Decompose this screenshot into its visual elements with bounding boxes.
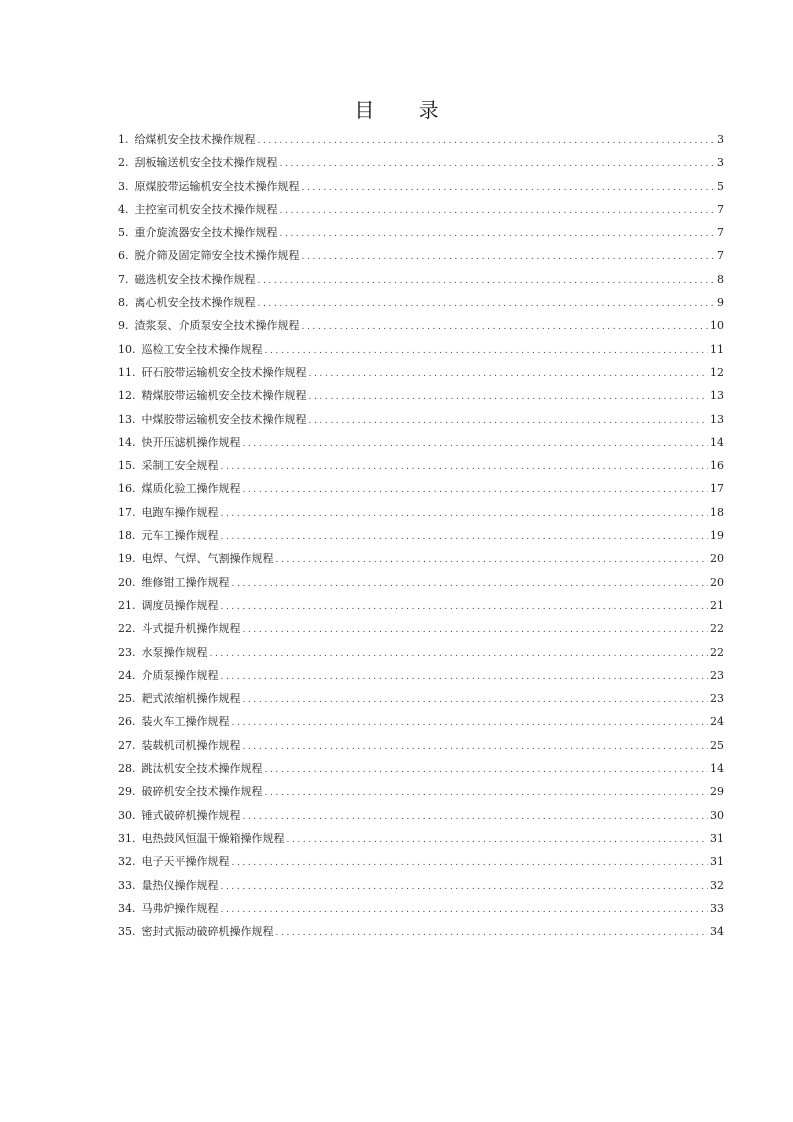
table-of-contents bbox=[118, 131, 724, 946]
toc-entry-page: 31 bbox=[710, 831, 724, 845]
toc-entry-number: 4. bbox=[118, 202, 129, 216]
toc-dot-leader bbox=[280, 202, 716, 220]
toc-dot-leader bbox=[302, 179, 716, 197]
toc-entry[interactable] bbox=[118, 224, 724, 247]
toc-dot-leader bbox=[309, 365, 709, 383]
toc-dot-leader bbox=[265, 761, 709, 779]
toc-entry-number: 9. bbox=[118, 319, 129, 333]
toc-dot-leader bbox=[258, 272, 716, 290]
toc-entry-number: 32. bbox=[118, 855, 136, 869]
toc-entry-number: 17. bbox=[118, 505, 136, 519]
toc-entry-title: 装火车工操作规程 bbox=[141, 715, 230, 729]
toc-entry[interactable] bbox=[118, 387, 724, 410]
toc-entry-number: 33. bbox=[118, 878, 136, 892]
toc-entry-title: 原煤胶带运输机安全技术操作规程 bbox=[134, 179, 300, 193]
toc-dot-leader bbox=[280, 155, 716, 173]
toc-dot-leader bbox=[265, 784, 709, 802]
toc-entry-title: 耙式浓缩机操作规程 bbox=[141, 692, 241, 706]
toc-entry-title: 维修钳工操作规程 bbox=[141, 575, 230, 589]
toc-entry-number: 2. bbox=[118, 156, 129, 170]
toc-dot-leader bbox=[258, 132, 716, 150]
toc-entry[interactable] bbox=[118, 364, 724, 387]
toc-entry-title: 破碎机安全技术操作规程 bbox=[141, 785, 263, 799]
toc-entry-page: 24 bbox=[710, 715, 724, 729]
toc-entry-page: 17 bbox=[710, 482, 724, 496]
toc-entry[interactable] bbox=[118, 760, 724, 783]
toc-entry-number: 34. bbox=[118, 901, 136, 915]
toc-entry-number: 35. bbox=[118, 925, 136, 939]
toc-entry-number: 1. bbox=[118, 133, 129, 146]
toc-dot-leader bbox=[258, 295, 716, 313]
toc-entry-number: 16. bbox=[118, 482, 136, 496]
toc-entry-title: 介质泵操作规程 bbox=[141, 668, 219, 682]
toc-entry-number: 5. bbox=[118, 226, 129, 240]
toc-dot-leader bbox=[232, 575, 709, 593]
toc-entry-number: 8. bbox=[118, 296, 129, 310]
toc-entry-title: 电跑车操作规程 bbox=[141, 505, 219, 519]
toc-entry-page: 22 bbox=[710, 622, 724, 636]
toc-entry[interactable] bbox=[118, 527, 724, 550]
toc-entry-number: 12. bbox=[118, 389, 136, 403]
toc-entry[interactable] bbox=[118, 713, 724, 736]
toc-entry-title: 巡检工安全技术操作规程 bbox=[141, 342, 263, 356]
toc-entry-number: 25. bbox=[118, 692, 136, 706]
toc-entry-title: 中煤胶带运输机安全技术操作规程 bbox=[141, 412, 307, 426]
toc-entry[interactable] bbox=[118, 271, 724, 294]
toc-entry-page: 19 bbox=[710, 529, 724, 543]
toc-entry-page: 11 bbox=[710, 342, 724, 356]
toc-entry-page: 20 bbox=[710, 552, 724, 566]
toc-entry-page: 25 bbox=[710, 738, 724, 752]
toc-entry-title: 锤式破碎机操作规程 bbox=[141, 808, 241, 822]
toc-entry-title: 煤质化验工操作规程 bbox=[141, 482, 241, 496]
toc-entry-title: 快开压滤机操作规程 bbox=[141, 435, 241, 449]
toc-entry[interactable] bbox=[118, 247, 724, 270]
toc-entry-page: 22 bbox=[710, 645, 724, 659]
toc-entry-page: 20 bbox=[710, 575, 724, 589]
toc-entry-number: 24. bbox=[118, 668, 136, 682]
page-title bbox=[0, 94, 793, 123]
toc-entry-page: 33 bbox=[710, 901, 724, 915]
toc-entry-title: 主控室司机安全技术操作规程 bbox=[134, 202, 278, 216]
toc-entry-page: 31 bbox=[710, 855, 724, 869]
toc-entry-page: 14 bbox=[710, 435, 724, 449]
toc-entry[interactable] bbox=[118, 783, 724, 806]
toc-entry-page: 3 bbox=[717, 156, 724, 170]
toc-dot-leader bbox=[210, 645, 709, 663]
toc-entry[interactable] bbox=[118, 178, 724, 201]
toc-entry-title: 电热鼓风恒温干燥箱操作规程 bbox=[141, 831, 285, 845]
toc-entry[interactable] bbox=[118, 504, 724, 527]
toc-entry-number: 6. bbox=[118, 249, 129, 263]
toc-entry-number: 22. bbox=[118, 622, 136, 636]
toc-entry[interactable] bbox=[118, 154, 724, 177]
toc-entry-title: 元车工操作规程 bbox=[141, 529, 219, 543]
toc-dot-leader bbox=[221, 598, 709, 616]
toc-entry-number: 27. bbox=[118, 738, 136, 752]
toc-entry-title: 离心机安全技术操作规程 bbox=[134, 296, 256, 310]
toc-entry-title: 装载机司机操作规程 bbox=[141, 738, 241, 752]
toc-entry-title: 量热仪操作规程 bbox=[141, 878, 219, 892]
toc-entry-title: 调度员操作规程 bbox=[141, 598, 219, 612]
toc-entry-number: 31. bbox=[118, 831, 136, 845]
toc-entry-page: 7 bbox=[717, 202, 724, 216]
toc-dot-leader bbox=[276, 924, 709, 942]
toc-entry[interactable] bbox=[118, 737, 724, 760]
toc-entry-number: 7. bbox=[118, 272, 129, 286]
toc-entry-title: 重介旋流器安全技术操作规程 bbox=[134, 226, 278, 240]
toc-entry-page: 10 bbox=[710, 319, 724, 333]
toc-dot-leader bbox=[243, 621, 709, 639]
toc-entry[interactable] bbox=[118, 690, 724, 713]
toc-entry[interactable] bbox=[118, 807, 724, 830]
toc-entry-page: 32 bbox=[710, 878, 724, 892]
toc-entry-title: 脱介筛及固定筛安全技术操作规程 bbox=[134, 249, 300, 263]
toc-entry[interactable] bbox=[118, 131, 724, 154]
toc-entry-title: 跳汰机安全技术操作规程 bbox=[141, 762, 263, 776]
toc-dot-leader bbox=[243, 808, 709, 826]
toc-entry-number: 30. bbox=[118, 808, 136, 822]
toc-entry[interactable] bbox=[118, 480, 724, 503]
toc-entry-page: 16 bbox=[710, 459, 724, 473]
toc-dot-leader bbox=[302, 318, 709, 336]
toc-entry-number: 20. bbox=[118, 575, 136, 589]
toc-dot-leader bbox=[221, 505, 709, 523]
toc-entry-page: 13 bbox=[710, 389, 724, 403]
toc-entry-page: 23 bbox=[710, 692, 724, 706]
toc-dot-leader bbox=[221, 458, 709, 476]
toc-dot-leader bbox=[265, 342, 709, 360]
toc-entry-number: 18. bbox=[118, 529, 136, 543]
toc-dot-leader bbox=[221, 528, 709, 546]
toc-entry-page: 29 bbox=[710, 785, 724, 799]
toc-entry-title: 刮板输送机安全技术操作规程 bbox=[134, 156, 278, 170]
toc-dot-leader bbox=[276, 551, 709, 569]
toc-entry-number: 23. bbox=[118, 645, 136, 659]
toc-entry-title: 马弗炉操作规程 bbox=[141, 901, 219, 915]
toc-entry-title: 水泵操作规程 bbox=[141, 645, 208, 659]
toc-entry-number: 15. bbox=[118, 459, 136, 473]
toc-entry-page: 12 bbox=[710, 365, 724, 379]
toc-entry-number: 26. bbox=[118, 715, 136, 729]
toc-entry[interactable] bbox=[118, 644, 724, 667]
toc-entry-page: 9 bbox=[717, 296, 724, 310]
toc-entry[interactable] bbox=[118, 294, 724, 317]
toc-entry[interactable] bbox=[118, 201, 724, 224]
toc-entry-title: 密封式振动破碎机操作规程 bbox=[141, 925, 274, 939]
toc-entry-title: 给煤机安全技术操作规程 bbox=[134, 133, 256, 146]
toc-entry-title: 斗式提升机操作规程 bbox=[141, 622, 241, 636]
toc-entry[interactable] bbox=[118, 574, 724, 597]
toc-entry[interactable] bbox=[118, 923, 724, 946]
toc-dot-leader bbox=[243, 435, 709, 453]
toc-entry-number: 14. bbox=[118, 435, 136, 449]
toc-entry-number: 10. bbox=[118, 342, 136, 356]
toc-dot-leader bbox=[232, 854, 709, 872]
toc-dot-leader bbox=[243, 691, 709, 709]
toc-dot-leader bbox=[287, 831, 709, 849]
toc-entry-page: 30 bbox=[710, 808, 724, 822]
toc-entry-page: 23 bbox=[710, 668, 724, 682]
toc-entry-title: 精煤胶带运输机安全技术操作规程 bbox=[141, 389, 307, 403]
title-char-2: 录 bbox=[418, 98, 439, 122]
toc-entry-title: 采制工安全规程 bbox=[141, 459, 219, 473]
toc-entry-page: 34 bbox=[710, 925, 724, 939]
toc-entry[interactable] bbox=[118, 550, 724, 573]
toc-entry-title: 渣浆泵、介质泵安全技术操作规程 bbox=[134, 319, 300, 333]
toc-entry-page: 3 bbox=[717, 133, 724, 146]
toc-entry-page: 14 bbox=[710, 762, 724, 776]
title-char-1: 目 bbox=[354, 98, 375, 122]
toc-entry-number: 29. bbox=[118, 785, 136, 799]
toc-entry[interactable] bbox=[118, 900, 724, 923]
toc-dot-leader bbox=[221, 878, 709, 896]
toc-dot-leader bbox=[309, 412, 709, 430]
toc-dot-leader bbox=[221, 668, 709, 686]
toc-entry[interactable] bbox=[118, 620, 724, 643]
toc-entry-page: 7 bbox=[717, 249, 724, 263]
toc-entry-page: 18 bbox=[710, 505, 724, 519]
toc-entry-number: 19. bbox=[118, 552, 136, 566]
toc-entry-number: 11. bbox=[118, 365, 136, 379]
toc-dot-leader bbox=[243, 738, 709, 756]
toc-entry[interactable] bbox=[118, 317, 724, 340]
toc-entry[interactable] bbox=[118, 667, 724, 690]
toc-entry[interactable] bbox=[118, 830, 724, 853]
toc-entry[interactable] bbox=[118, 877, 724, 900]
toc-entry[interactable] bbox=[118, 434, 724, 457]
toc-entry-page: 7 bbox=[717, 226, 724, 240]
toc-entry-number: 28. bbox=[118, 762, 136, 776]
toc-dot-leader bbox=[221, 901, 709, 919]
toc-entry-page: 8 bbox=[717, 272, 724, 286]
toc-entry[interactable] bbox=[118, 411, 724, 434]
toc-dot-leader bbox=[280, 225, 716, 243]
toc-entry-number: 21. bbox=[118, 598, 136, 612]
toc-entry[interactable] bbox=[118, 853, 724, 876]
toc-dot-leader bbox=[302, 248, 716, 266]
toc-entry-page: 21 bbox=[710, 598, 724, 612]
toc-entry-title: 电焊、气焊、气割操作规程 bbox=[141, 552, 274, 566]
toc-entry[interactable] bbox=[118, 457, 724, 480]
toc-entry[interactable] bbox=[118, 597, 724, 620]
toc-entry-number: 3. bbox=[118, 179, 129, 193]
toc-entry-page: 5 bbox=[717, 179, 724, 193]
toc-entry-title: 电子天平操作规程 bbox=[141, 855, 230, 869]
toc-entry-title: 矸石胶带运输机安全技术操作规程 bbox=[141, 365, 307, 379]
toc-entry-number: 13. bbox=[118, 412, 136, 426]
toc-dot-leader bbox=[243, 481, 709, 499]
toc-entry[interactable] bbox=[118, 341, 724, 364]
toc-dot-leader bbox=[232, 714, 709, 732]
toc-entry-page: 13 bbox=[710, 412, 724, 426]
toc-dot-leader bbox=[309, 388, 709, 406]
toc-entry-title: 磁选机安全技术操作规程 bbox=[134, 272, 256, 286]
